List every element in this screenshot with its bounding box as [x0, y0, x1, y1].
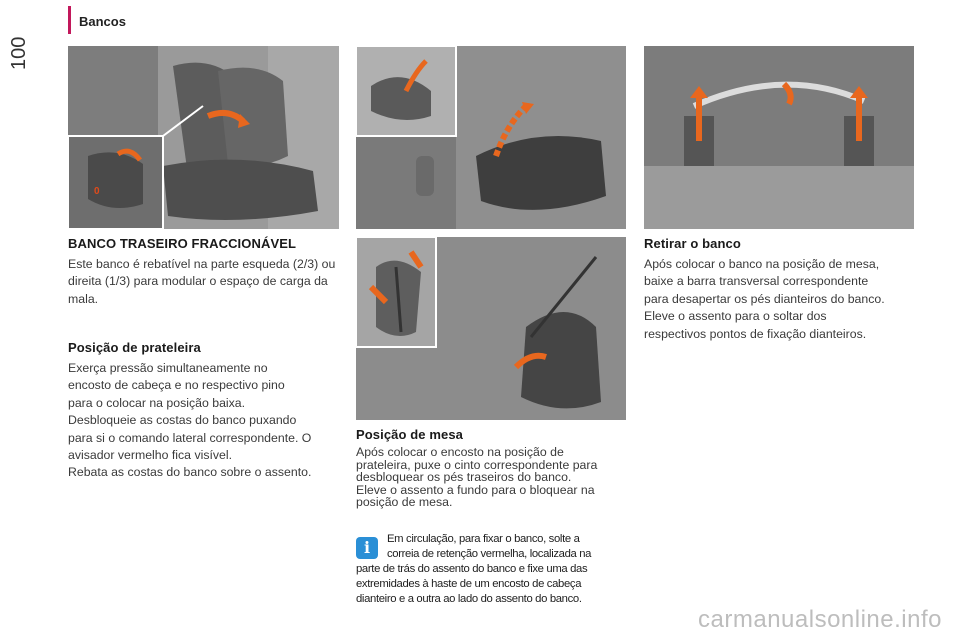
shelf-paragraph [68, 360, 348, 482]
inset-marker: 0 [94, 186, 100, 197]
table-line: desbloquear os pés traseiros do banco. [356, 470, 572, 484]
intro-paragraph: Este banco é rebatível na parte esqueda (2/3) ou direita (1/3) para modular o espaço de carga da mala. [68, 257, 336, 306]
section-title: Bancos [79, 14, 126, 29]
info-icon: i [356, 537, 378, 559]
watermark: carmanualsonline.info [698, 606, 942, 633]
info-line: Em circulação, para fixar o banco, solte a [387, 533, 580, 545]
table-line: Após colocar o encosto na posição de [356, 445, 564, 459]
shelf-line: para si o comando lateral correspondente. O [68, 430, 312, 445]
photo-shelf-position [356, 46, 626, 229]
remove-paragraph [644, 256, 924, 343]
remove-line: respectivos pontos de fixação dianteiros. [644, 326, 867, 341]
shelf-line: Rebata as costas do banco sobre o assento. [68, 465, 312, 480]
table-line: Eleve o assento a fundo para o bloquear na [356, 482, 595, 497]
info-line: dianteiro e a outra ao lado do assento do banco. [356, 593, 582, 605]
photo-remove-seat [644, 46, 914, 229]
shelf-heading: Posição de prateleira [68, 340, 201, 355]
shelf-line: Exerça pressão simultaneamente no [68, 361, 268, 375]
shelf-line: encosto de cabeça e no respectivo pino [68, 378, 285, 393]
photo-table-position [356, 237, 626, 420]
shelf-line: avisador vermelho fica visível. [68, 448, 233, 463]
shelf-line: Desbloqueie as costas do banco puxando [68, 413, 297, 428]
table-line: prateleira, puxe o cinto correspondente para [356, 457, 598, 472]
table-line: posição de mesa. [356, 495, 453, 509]
section-accent-bar [68, 6, 71, 34]
remove-line: Eleve o assento para o soltar dos [644, 309, 827, 324]
remove-line: baixe a barra transversal correspondente [644, 274, 869, 289]
page-number: 100 [8, 36, 30, 70]
main-title: BANCO TRASEIRO FRACCIONÁVEL [68, 236, 297, 251]
info-line: parte de trás do assento do banco e fixe uma das [356, 563, 588, 575]
remove-heading: Retirar o banco [644, 236, 741, 251]
shelf-line: para o colocar na posição baixa. [68, 395, 246, 410]
remove-line: para desapertar os pés dianteiros do banco. [644, 291, 885, 306]
photo-rear-seat-folding [68, 46, 339, 229]
info-line: extremidades à haste de um encosto de cabeça [356, 578, 582, 590]
info-line: correia de retenção vermelha, localizada na [387, 548, 592, 560]
table-heading: Posição de mesa [356, 427, 463, 442]
remove-line: Após colocar o banco na posição de mesa, [644, 257, 880, 271]
table-paragraph [356, 446, 631, 509]
